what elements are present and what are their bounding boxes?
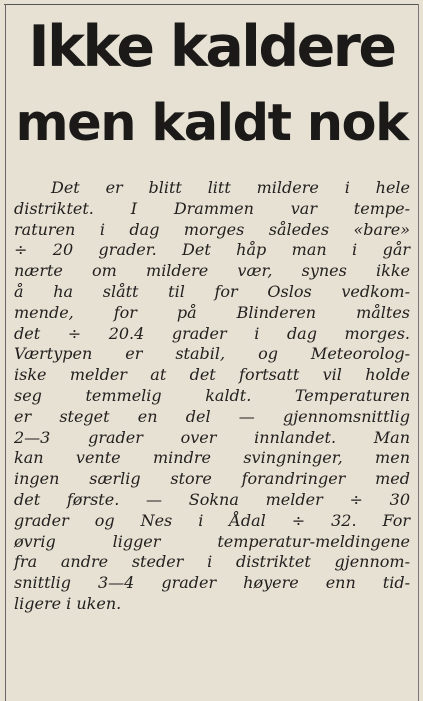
body-line: ingen særlig store forandringer med xyxy=(14,469,410,489)
body-line: grader og Nes i Ådal ÷ 32. For xyxy=(14,510,410,530)
body-line: Værtypen er stabil, og Meteorolog- xyxy=(14,344,410,364)
body-line: distriktet. I Drammen var tempe- xyxy=(14,198,410,218)
body-line: 2—3 grader over innlandet. Man xyxy=(14,427,410,447)
body-line: er steget en del — gjennomsnittlig xyxy=(14,406,410,426)
body-line: det første. — Sokna melder ÷ 30 xyxy=(14,489,410,509)
headline-line-1: Ikke kaldere xyxy=(28,14,395,80)
body-line: nærte om mildere vær, synes ikke xyxy=(14,261,410,281)
body-line: iske melder at det fortsatt vil holde xyxy=(14,365,410,385)
body-line: mende, for på Blinderen måltes xyxy=(14,302,410,322)
body-line: kan vente mindre svingninger, men xyxy=(14,448,410,468)
body-line: snittlig 3—4 grader høyere enn tid- xyxy=(14,573,410,593)
body-line: øvrig ligger temperatur-meldingene xyxy=(14,531,410,551)
body-line: å ha slått til for Oslos vedkom- xyxy=(14,281,410,301)
body-line: Det er blitt litt mildere i hele xyxy=(51,178,410,197)
body-line: det ÷ 20.4 grader i dag morges. xyxy=(14,323,410,343)
article-body xyxy=(14,178,410,615)
top-border-rule xyxy=(4,4,419,5)
body-line: raturen i dag morges således «bare» xyxy=(14,219,410,239)
body-line: fra andre steder i distriktet gjennom- xyxy=(14,552,410,572)
body-line: ÷ 20 grader. Det håp man i går xyxy=(14,240,410,260)
headline-line-2: men kaldt nok xyxy=(15,94,408,153)
body-line: ligere i uken. xyxy=(14,593,122,613)
body-line: seg temmelig kaldt. Temperaturen xyxy=(14,385,410,405)
